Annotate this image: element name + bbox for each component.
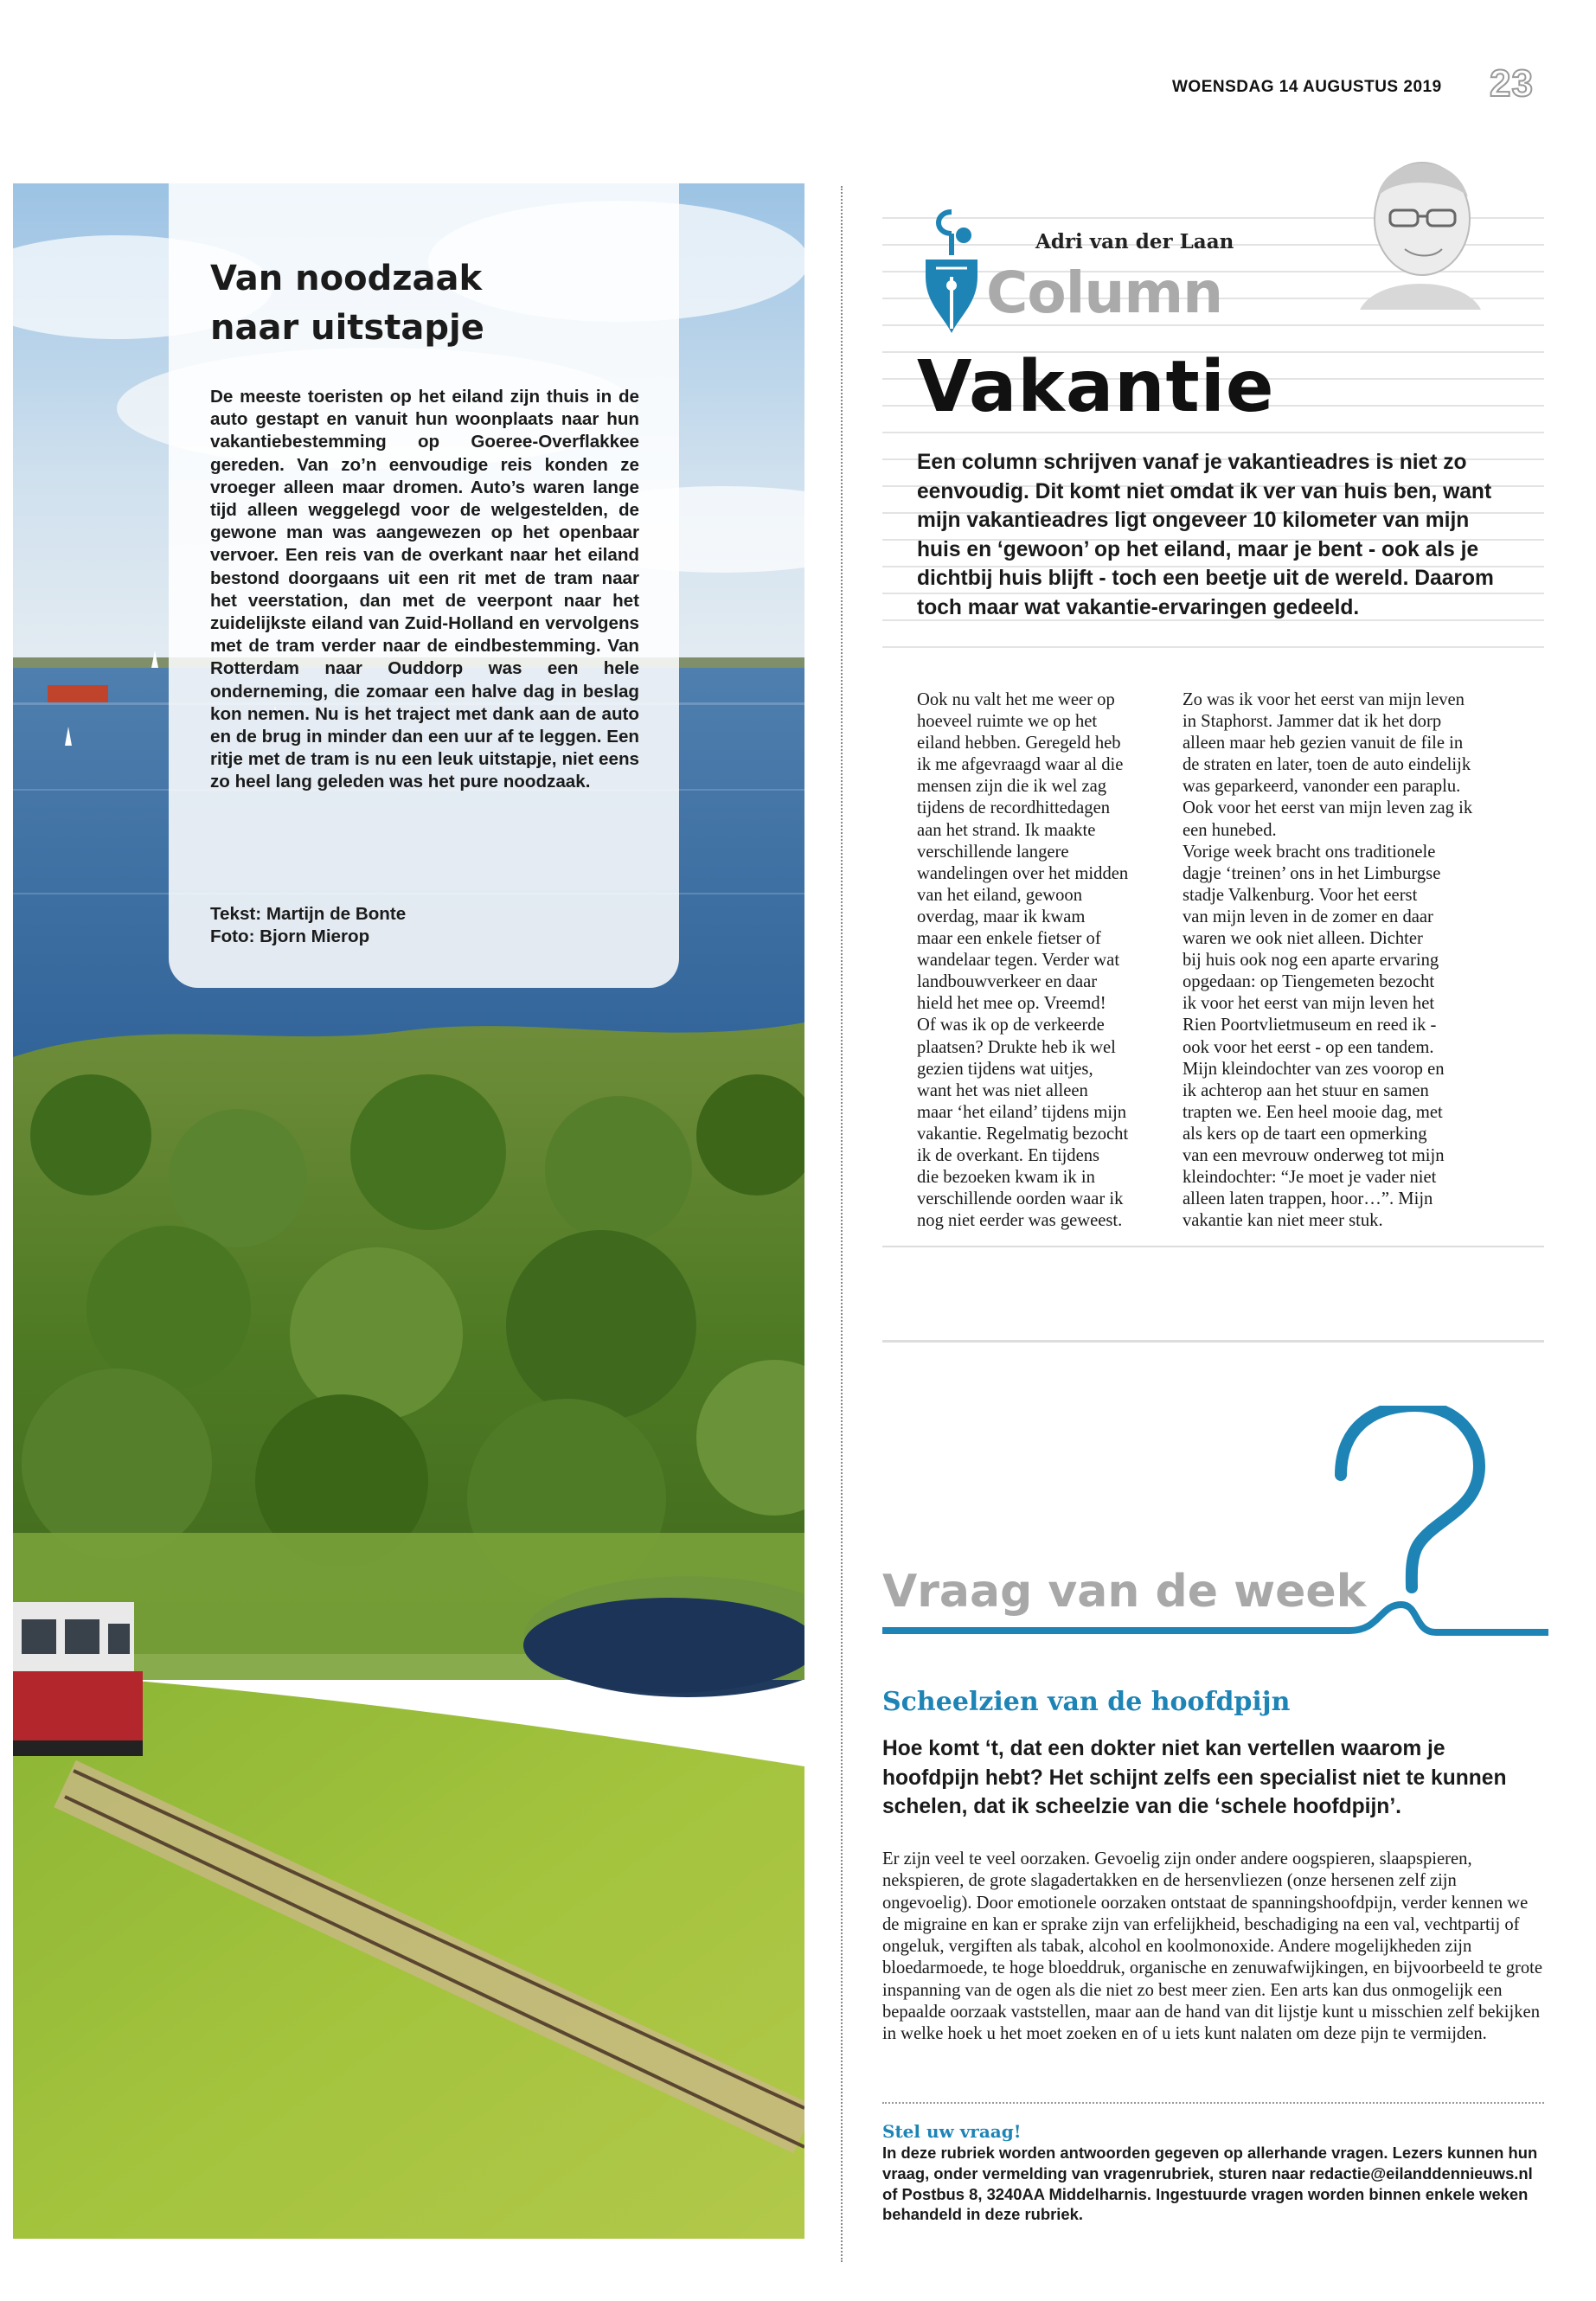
column-body-col1: Ook nu valt het me weer op hoeveel ruimte we op het eiland hebben. Geregeld heb ik me afgevraagd waar al die mensen zijn die ik wel zag tijdens de recordhittedagen aan het strand. Ik maakte verschillende langere wandelingen over het midden van het eiland, gewoon overdag, maar ik kwam maar een enkele fietser of wandelaar tegen. Verder wat landbouwverkeer en daar hield het mee op. Vreemd! Of was ik op de verkeerde plaatsen? Drukte heb ik wel gezien tijdens wat uitjes, want het was niet alleen maar ‘het eiland’ tijdens mijn vakantie. Regelmatig bezocht ik de overkant. En tijdens die bezoeken kwam ik in verschillende oorden waar ik nog niet eerder was geweest. xyxy=(917,690,1129,1231)
question-subtitle: Scheelzien van de hoofdpijn xyxy=(882,1687,1291,1717)
pen-nib-icon xyxy=(917,208,986,341)
column-lead: Een column schrijven vanaf je vakantieadres is niet zo eenvoudig. Dit komt niet omdat ik ver van huis ben, want mijn vakantieadres ligt ongeveer 10 kilometer van mijn huis en ‘gewoon’ op het eiland, maar je bent - ook als je dichtbij huis blijft - toch een beetje uit de wereld. Daarom toch maar wat vakantie-ervaringen gedeeld. xyxy=(917,451,1494,619)
question-answer: Er zijn veel te veel oorzaken. Gevoelig zijn onder andere oogspieren, slaapspieren, nekspieren, de grote slagadertakken en de hersenvliezen (onze hersenen zelf zijn ongevoelig). Door emotionele oorzaken ontstaat de spanningshoofdpijn, verder kennen we de migraine en kan er sprake zijn van erfelijkheid, beschadiging na een val, vechtpartij of ongeluk, vergiften als tabak, alcohol en koolmonoxide. Andere mogelijkheden zijn bloedarmoede, te hoge bloeddruk, organische en zenuwafwijkingen, en bijvoorbeeld te grote inspanning van de ogen als die niet zo best meer zien. Een arts kan dus onmogelijk een bepaalde oorzaak vaststellen, maar aan de hand van dit lijstje kunt u misschien zelf bekijken in welke hoek u het moet zoeken en of u iets kunt nalaten om deze pijn te vermijden. xyxy=(882,1849,1543,2044)
question-mark-icon xyxy=(882,1406,1548,1660)
column-body-col2: Zo was ik voor het eerst van mijn leven in Staphorst. Jammer dat ik het dorp alleen maar heb gezien vanuit de file in de straten en later, toen de auto eindelijk was geparkeerd, vanonder een paraplu. Ook voor het eerst van mijn leven zag ik een hunebed. Vorige week bracht ons traditionele dagje ‘treinen’ ons in het Limburgse stadje Valkenburg. Voor het eerst van mijn leven in de zomer en daar waren we ook niet alleen. Dichter bij huis ook nog een aparte ervaring opgedaan: op Tiengemeten bezocht ik voor het eerst van mijn leven het Rien Poortvlietmuseum en reed ik - ook voor het eerst - op een tandem. Mijn kleindochter van zes voorop en ik achterop aan het stuur en samen trapten we. Een heel mooie dag, met als kers op de taart een opmerking van een mevrouw onderweg tot mijn kleindochter: “Je moet je vader niet alleen laten trappen, hoor…”. Mijn vakantie kan niet meer stuk. xyxy=(1183,690,1473,1231)
page-date: WOENSDAG 14 AUGUSTUS 2019 xyxy=(1172,78,1442,96)
sidebar-body: De meeste toeristen op het eiland zijn thuis in de auto gestapt en vanuit hun woonplaats naar hun vakantiebestemming op Goeree-Overflakkee gereden. Van zo’n eenvoudige reis konden ze vroeger alleen maar dromen. Auto’s waren lange tijd alleen weggelegd voor de welgestelden, de gewone man was aangewezen op het openbaar vervoer. Een reis van de overkant naar het eiland bestond doorgaans uit een rit met de tram naar het veerstation, dan met de veerpont naar het zuidelijkste eiland van Zuid-Holland en vervolgens met de tram verder naar de eindbestemming. Van Rotterdam naar Ouddorp was een hele onderneming, die zomaar een halve dag in beslag kon nemen. Nu is het traject met dank aan de auto en de brug in minder dan een uur af te leggen. Een ritje met de tram is nu een leuk uitstapje, niet eens zo heel lang geleden was het pure noodzaak. xyxy=(210,387,639,792)
credit-photo: Foto: Bjorn Mierop xyxy=(210,926,370,946)
sidebar-title-line1: Van noodzaak xyxy=(210,259,483,298)
author-portrait xyxy=(1351,137,1490,313)
sidebar-title xyxy=(210,254,660,353)
column-bottom-rule xyxy=(882,1246,1544,1247)
column-author: Adri van der Laan xyxy=(1035,230,1234,253)
credit-text: Tekst: Martijn de Bonte xyxy=(210,904,407,924)
column-divider xyxy=(841,186,843,2262)
question-section-title: Vraag van de week xyxy=(882,1566,1367,1618)
sidebar-credits xyxy=(210,903,406,948)
section-divider xyxy=(882,1340,1544,1343)
ask-question-body: In deze rubriek worden antwoorden gegeven op allerhande vragen. Lezers kunnen hun vraag, onder vermelding van vragenrubriek, sturen naar redactie@eilanddennieuws.nl of Postbus 8, 3240AA Middelharnis. Ingestuurde vragen worden binnen enkele weken behandeld in deze rubriek. xyxy=(882,2144,1538,2224)
column-label: Column xyxy=(986,260,1223,326)
page-number: 23 xyxy=(1490,62,1534,105)
column-title: Vakantie xyxy=(917,346,1275,428)
question-rule xyxy=(882,2102,1544,2104)
sidebar-title-line2: naar uitstapje xyxy=(210,308,484,348)
ask-question-title: Stel uw vraag! xyxy=(882,2121,1022,2142)
question-lead: Hoe komt ‘t, dat een dokter niet kan vertellen waarom je hoofdpijn hebt? Het schijnt zelfs een specialist niet te kunnen schelen, dat ik scheelzie van die ‘schele hoofdpijn’. xyxy=(882,1737,1507,1818)
